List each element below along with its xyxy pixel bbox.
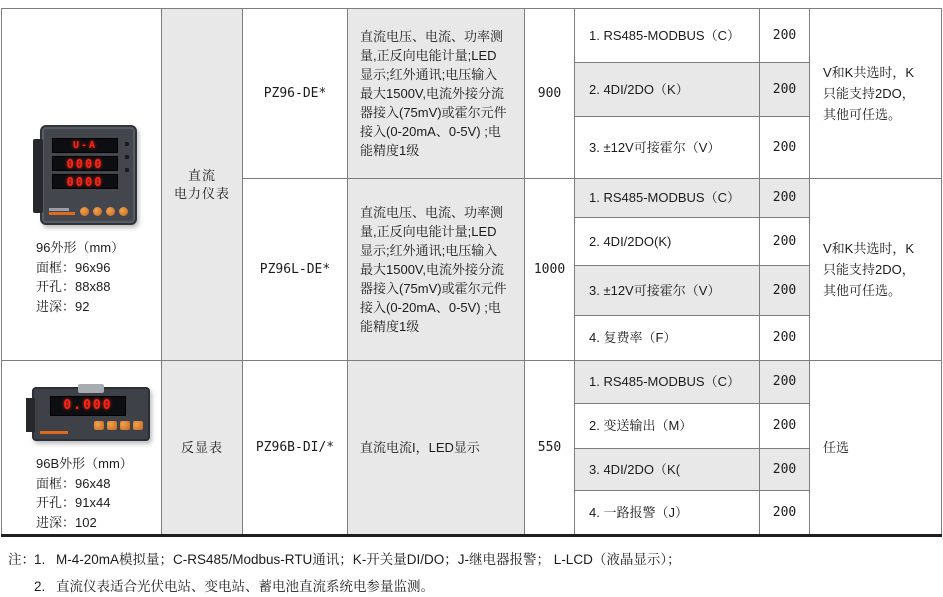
display-line: 0000 <box>52 156 118 171</box>
option-cell: 3. ±12V可接霍尔（V） <box>575 266 760 316</box>
option-cell: 4. 复费率（F） <box>575 316 760 361</box>
option-cell: 1. RS485-MODBUS（C） <box>575 361 760 404</box>
panel-meter-96-image <box>40 125 137 225</box>
footnote-text: M-4-20mA模拟量；C-RS485/Modbus-RTU通讯；K-开关量DI/DO；J-继电器报警； L-LCD（液晶显示）； <box>56 552 681 567</box>
brand-logo <box>40 427 68 434</box>
indicator-leds <box>125 142 129 172</box>
option-cell: 3. ±12V可接霍尔（V） <box>575 117 760 179</box>
option-row <box>2 9 942 63</box>
description-cell: 直流电压、电流、功率测量,正反向电能计量;LED显示;红外通讯;电压输入最大1500V,电流外接分流器接入(75mV)或霍尔元件接入(0-20mA、0-5V) ;电能精度1级 <box>348 179 525 361</box>
option-price-cell: 200 <box>760 117 810 179</box>
option-price-cell: 200 <box>760 63 810 117</box>
option-price-cell: 200 <box>760 491 810 536</box>
meter-buttons <box>80 207 128 216</box>
footnote-text: 直流仪表适合光伏电站、变电站、蓄电池直流系统电参量监测。 <box>56 579 434 594</box>
option-row <box>2 361 942 404</box>
product-spec-table <box>1 8 942 537</box>
category-cell: 反显表 <box>162 361 243 536</box>
model-cell: PZ96B-DI/* <box>243 361 348 536</box>
description-cell: 直流电流I，LED显示 <box>348 361 525 536</box>
option-price-cell: 200 <box>760 218 810 266</box>
panel-meter-96b-image <box>32 387 150 441</box>
footnote-line <box>0 549 943 570</box>
dimension-caption: 96B外形（mm） 面框：96x48 开孔：91x44 进深：102 <box>36 456 133 530</box>
category-cell: 直流 电力仪表 <box>162 9 243 361</box>
model-cell: PZ96L-DE* <box>243 179 348 361</box>
option-cell: 1. RS485-MODBUS（C） <box>575 9 760 63</box>
note-cell: V和K共选时，K只能支持2DO，其他可任选。 <box>810 9 942 179</box>
note-cell: 任选 <box>810 361 942 536</box>
dimension-caption: 96外形（mm） 面框：96x96 开孔：88x88 进深：92 <box>36 240 125 314</box>
footnote-number: 1. <box>34 552 46 567</box>
option-price-cell: 200 <box>760 404 810 449</box>
price-cell: 900 <box>525 9 575 179</box>
brand-logo <box>49 207 75 215</box>
product-image-cell <box>2 9 162 361</box>
footnote-line <box>0 576 943 597</box>
price-cell: 550 <box>525 361 575 536</box>
footnotes <box>0 543 943 597</box>
note-cell: V和K共选时，K只能支持2DO，其他可任选。 <box>810 179 942 361</box>
mounting-clip <box>78 384 104 393</box>
display-line: U-A <box>52 138 118 153</box>
option-cell: 2. 4DI/2DO（K） <box>575 63 760 117</box>
option-price-cell: 200 <box>760 266 810 316</box>
description-cell: 直流电压、电流、功率测量,正反向电能计量;LED显示;红外通讯;电压输入最大1500V,电流外接分流器接入(75mV)或霍尔元件接入(0-20mA、0-5V) ;电能精度1级 <box>348 9 525 179</box>
option-price-cell: 200 <box>760 179 810 218</box>
option-price-cell: 200 <box>760 449 810 491</box>
meter-buttons <box>94 421 143 430</box>
product-image-cell <box>2 361 162 536</box>
option-cell: 1. RS485-MODBUS（C） <box>575 179 760 218</box>
mounting-bracket <box>33 139 43 213</box>
footnote-number: 2. <box>34 579 46 594</box>
option-price-cell: 200 <box>760 9 810 63</box>
option-price-cell: 200 <box>760 361 810 404</box>
option-price-cell: 200 <box>760 316 810 361</box>
mounting-bracket <box>26 398 35 432</box>
led-display: 0.000 <box>50 396 126 416</box>
model-cell: PZ96-DE* <box>243 9 348 179</box>
option-cell: 4. 一路报警（J） <box>575 491 760 536</box>
price-cell: 1000 <box>525 179 575 361</box>
footnote-prefix: 注： <box>8 552 35 567</box>
display-line: 0000 <box>52 174 118 189</box>
option-cell: 2. 变送输出（M） <box>575 404 760 449</box>
option-cell: 3. 4DI/2DO（K( <box>575 449 760 491</box>
option-cell: 2. 4DI/2DO(K) <box>575 218 760 266</box>
led-display <box>52 138 118 189</box>
